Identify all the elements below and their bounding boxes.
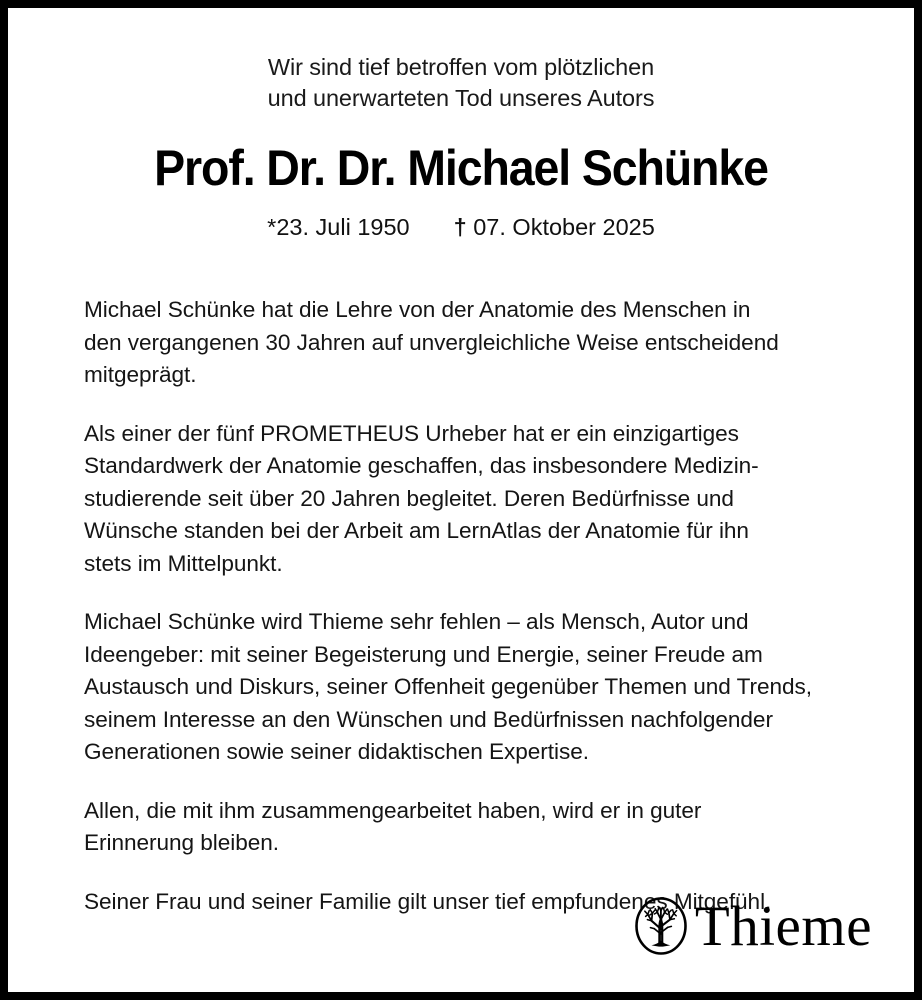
died-symbol: † — [453, 214, 467, 240]
paragraph-line: Als einer der fünf PROMETHEUS Urheber hat er ein einzigartiges — [84, 420, 739, 446]
deceased-name: Prof. Dr. Dr. Michael Schünke — [154, 140, 768, 196]
intro-text — [68, 52, 854, 114]
thieme-logo — [633, 896, 872, 956]
paragraph-line: Allen, die mit ihm zusammengearbeitet haben, wird er in guter — [84, 797, 702, 823]
intro-line: und unerwarteten Tod unseres Autors — [267, 85, 655, 111]
paragraph — [84, 795, 844, 860]
paragraph — [84, 418, 844, 581]
birth-date — [267, 214, 409, 240]
thieme-tree-emblem-icon — [633, 896, 689, 956]
paragraph-line: Generationen sowie seiner didaktischen Expertise. — [84, 739, 589, 764]
notice-body — [68, 294, 854, 918]
death-date-text: 07. Oktober 2025 — [473, 214, 655, 240]
paragraph-line: Michael Schünke hat die Lehre von der Anatomie des Menschen in — [84, 297, 751, 322]
paragraph-line: stets im Mittelpunkt. — [84, 550, 283, 576]
thieme-wordmark: Thieme — [694, 894, 872, 958]
paragraph-line: Ideengeber: mit seiner Begeisterung und Energie, seiner Freude am — [84, 641, 763, 667]
paragraph-line: mitgeprägt. — [84, 362, 197, 387]
paragraph-line: Standardwerk der Anatomie geschaffen, das insbesondere Medizin- — [84, 453, 759, 478]
born-symbol: * — [267, 214, 277, 240]
paragraph-line: Michael Schünke wird Thieme sehr fehlen – als Mensch, Autor und — [84, 609, 749, 634]
paragraph — [84, 606, 844, 769]
paragraph-line: Seiner Frau und seiner Familie gilt unser tief empfundenes Mitgefühl. — [84, 888, 772, 914]
death-date — [454, 214, 655, 240]
page-content — [8, 8, 914, 992]
paragraph-line: seinem Interesse an den Wünschen und Bedürfnissen nachfolgender — [84, 706, 773, 732]
birth-date-text: 23. Juli 1950 — [276, 214, 410, 240]
paragraph-line: Austausch und Diskurs, seiner Offenheit gegenüber Themen und Trends, — [84, 674, 812, 699]
paragraph-line: studierende seit über 20 Jahren begleitet. Deren Bedürfnisse und — [84, 485, 734, 511]
paragraph-line: Erinnerung bleiben. — [84, 830, 280, 855]
paragraph-line: Wünsche standen bei der Arbeit am LernAtlas der Anatomie für ihn — [84, 518, 749, 543]
paragraph-line: den vergangenen 30 Jahren auf unvergleichliche Weise entscheidend — [84, 329, 779, 355]
paragraph — [84, 294, 844, 392]
intro-line: Wir sind tief betroffen vom plötzlichen — [267, 54, 655, 80]
life-dates — [68, 212, 854, 242]
notice-header — [68, 8, 854, 242]
